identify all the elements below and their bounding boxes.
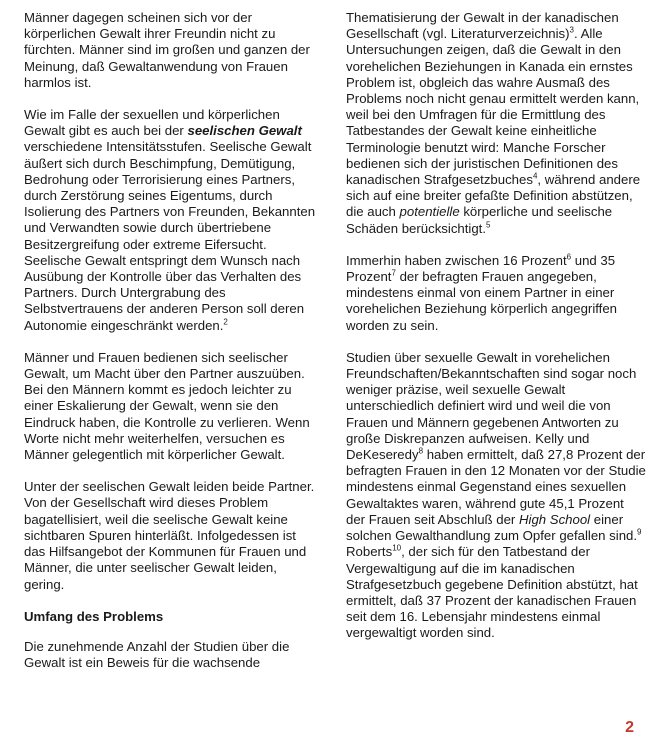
paragraph: Immerhin haben zwischen 16 Prozent$^6$ und 35 Prozent$^7$ der befragten Frauen angegeben, mindestens einmal von einem Partner in einer vorehelichen Beziehung körperlich angegriffen worden zu sein. — [346, 252, 618, 333]
paragraph: Wie im Falle der sexuellen und körperlichen Gewalt gibt es auch bei der seelischen Gewalt verschiedene Intensitätsstufen. Seelische Gewalt äußert sich durch Beschimpfung, Demütigung, Bedrohung oder Terrorisierung eines Partners, durch Zerstörung seines Eigentums, durch Isolierung des Partners von Freunden, Bekannten und Verwandten sowie durch übertriebene Besitzergreifung oder extreme Eifersucht. Seelische Gewalt entspringt dem Wunsch nach Ausübung der Kontrolle über das Verhalten des Partners. Durch Untergrabung des Selbstvertrauens der anderen Person soll deren Autonomie eingeschränkt werden.$^2$ — [24, 107, 316, 333]
paragraph: Die zunehmende Anzahl der Studien über die Gewalt ist ein Beweis für die wachsende — [24, 638, 290, 671]
emphasis: seelischen Gewalt — [187, 123, 302, 139]
page-number: 2 — [625, 719, 634, 736]
footnote-ref[interactable]: 2 — [223, 317, 228, 327]
footnote-ref[interactable]: 7 — [391, 268, 396, 278]
section-heading: Umfang des Problems — [24, 608, 164, 624]
footnote-ref[interactable]: 5 — [486, 220, 491, 230]
footnote-ref[interactable]: 4 — [532, 171, 538, 181]
footnote-ref[interactable]: 6 — [566, 252, 572, 262]
right-column — [346, 10, 646, 658]
paragraph: Studien über sexuelle Gewalt in vorehelichen Freundschaften/Bekanntschaften sind sogar noch weniger präzise, weil sexuelle Gewalt unterschiedlich definiert wird und weil die von Frauen und Männern gegebenen Antworten zu große Diskrepanzen aufweisen. Kelly und DeKeseredy$^8$ haben ermittelt, daß 27,8 Prozent der befragten Frauen in den 12 Monaten vor der Studie mindestens einmal Gegenstand eines sexuellen Gewaltaktes waren, während gute 45,1 Prozent der Frauen seit Abschluß der High School einer solchen Gewalthandlung zum Opfer gefallen sind.$^9$ Roberts$^{10}$, der sich für den Tatbestand der Vergewaltigung auf die im kanadischen Strafgesetzbuch gegebene Definition abstützt, hat ermittelt, daß 37 Prozent der kanadischen Frauen seit dem 16. Lebensjahr mindestens einmal vergewaltigt worden sind. — [346, 349, 646, 641]
paragraph: Unter der seelischen Gewalt leiden beide Partner. Von der Gesellschaft wird dieses Problem bagatellisiert, weil die seelische Gewalt keine sichtbaren Spuren hinterläßt. Infolgedessen ist das Hilfsangebot der Kommunen für Frauen und Männer, die unter seelischer Gewalt leiden, gering. — [24, 479, 315, 592]
footnote-ref[interactable]: 3 — [569, 25, 574, 35]
emphasis: potentielle — [399, 204, 460, 220]
left-column — [24, 10, 320, 687]
paragraph: Männer und Frauen bedienen sich seelischer Gewalt, um Macht über den Partner auszuüben. Bei den Männern kommt es jedoch leichter zu einer Eskalierung der Gewalt, wenn sie den Eindruck haben, die Kontrolle zu verlieren. Wenn Worte nicht mehr weiterhelfen, versuchen es Männer gelegentlich mit körperlicher Gewalt. — [24, 349, 310, 463]
footnote-ref[interactable]: 10 — [392, 543, 402, 553]
emphasis: High School — [519, 511, 591, 527]
paragraph: Männer dagegen scheinen sich vor der körperlichen Gewalt ihrer Freundin nicht zu fürchten. Männer sind im großen und ganzen der Meinung, daß Gewaltanwendung von Frauen harmlos ist. — [24, 10, 310, 90]
paragraph: Thematisierung der Gewalt in der kanadischen Gesellschaft (vgl. Literaturverzeichnis)$^3$. Alle Untersuchungen zeigen, daß die Gewalt in den vorehelichen Beziehungen in Kanada ein ernstes Problem ist, obgleich das wahre Ausmaß des Problems noch nicht genau ermittelt werden kann, weil bei den Umfragen für die Ermittlung des Tatbestandes der Gewalt keine einheitliche Terminologie benutzt wird: Manche Forscher bedienen sich der juristischen Definitionen des kanadischen Strafgesetzbuches$^4$, während andere sich auf eine breiter gefaßte Definition abstützen, die auch potentielle körperliche und seelische Schäden berücksichtigt.$^5$ — [346, 10, 641, 236]
footnote-ref[interactable]: 9 — [637, 527, 642, 537]
footnote-ref[interactable]: 8 — [418, 446, 424, 456]
